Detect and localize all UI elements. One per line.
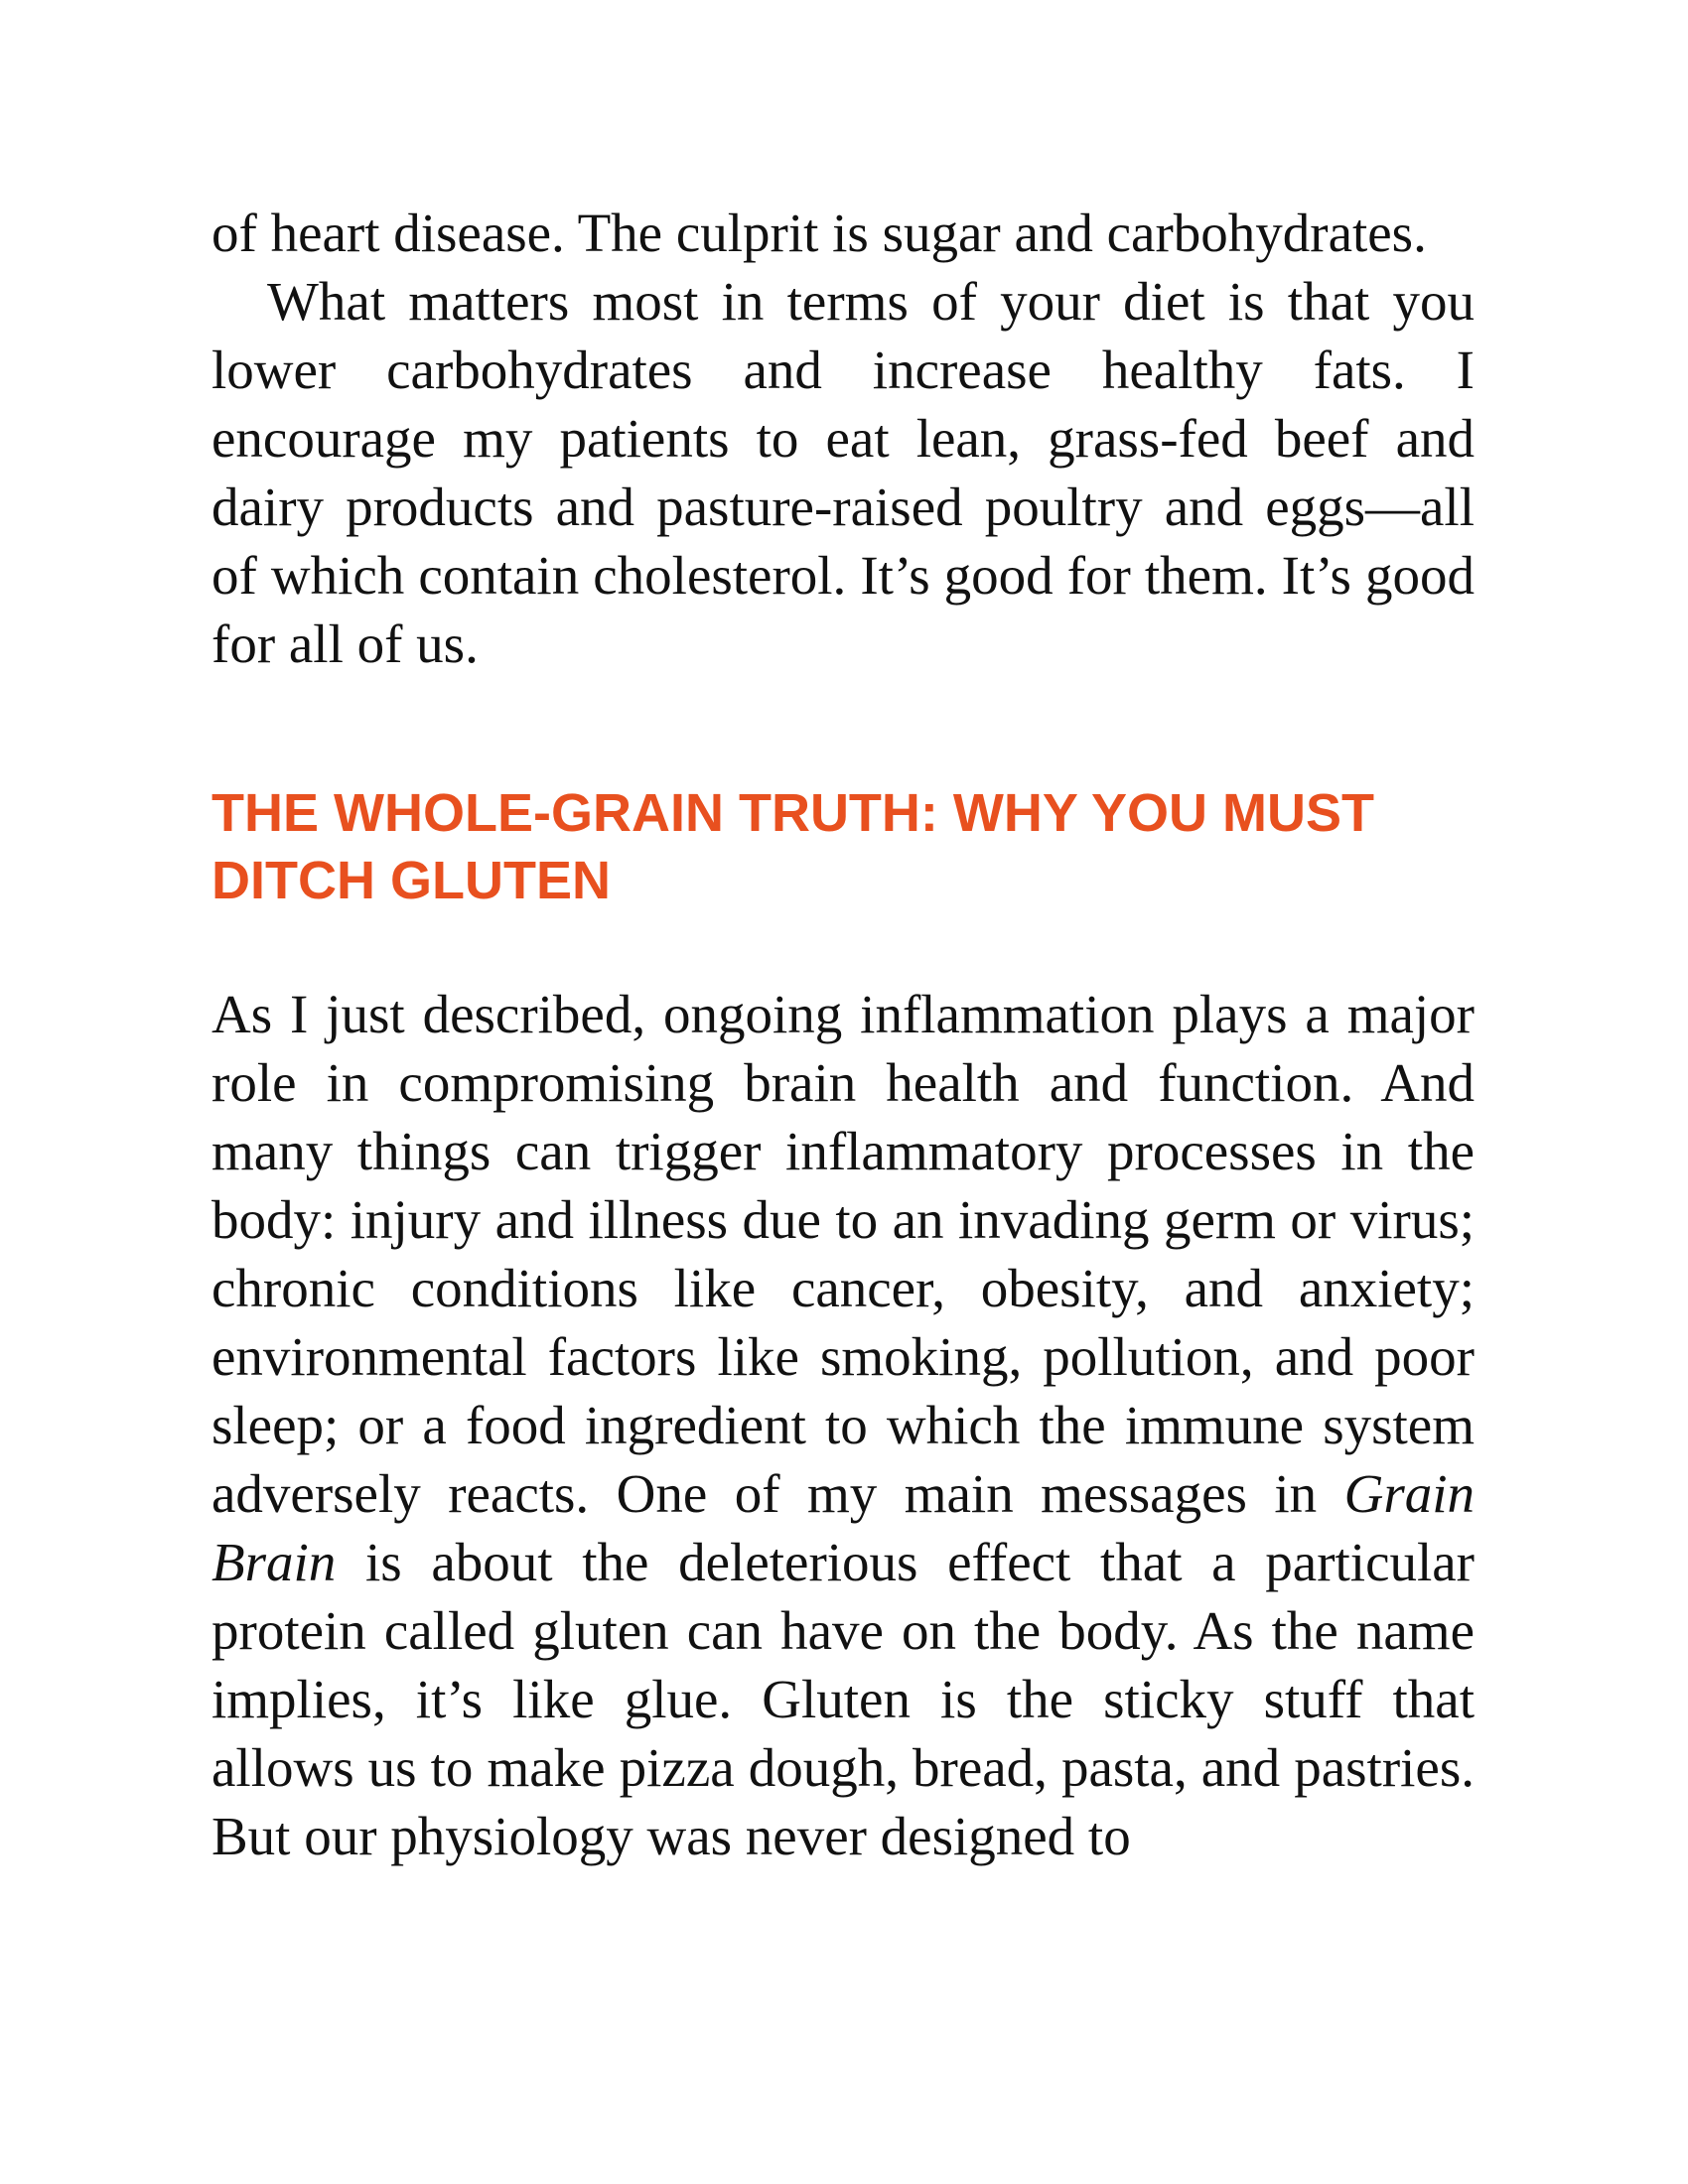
paragraph-gluten [211, 980, 1475, 1870]
paragraph-gluten-text-1: As I just described, ongoing inflammation plays a major role in compromising brain health and function. And many things can trigger inflammatory processes in the body: injury and illness due to an invading germ or virus; chronic conditions like cancer, obesity, and anxiety; environmental factors like smoking, pollution, and poor sleep; or a food ingredient to which the immune system adversely reacts. One of my main messages in [211, 984, 1475, 1524]
document-page [211, 199, 1475, 1870]
paragraph-gluten-text-2: is about the deleterious effect that a particular protein called gluten can have on the body. As the name implies, it’s like glue. Gluten is the sticky stuff that allows us to make pizza dough, bread, pasta, and pastries. But our physiology was never designed to [211, 1532, 1475, 1866]
book-title-italic: Grain Brain [211, 1463, 1475, 1592]
section-heading: THE WHOLE-GRAIN TRUTH: WHY YOU MUST DITCH GLUTEN [211, 783, 1374, 910]
paragraph-diet: What matters most in terms of your diet is that you lower carbohydrates and increase healthy fats. I encourage my patients to eat lean, grass-fed beef and dairy products and pasture-raised poultry and eggs—all of which contain cholesterol. It’s good for them. It’s good for all of us. [211, 271, 1475, 674]
paragraph-continuation: of heart disease. The culprit is sugar and carbohydrates. [211, 203, 1427, 263]
